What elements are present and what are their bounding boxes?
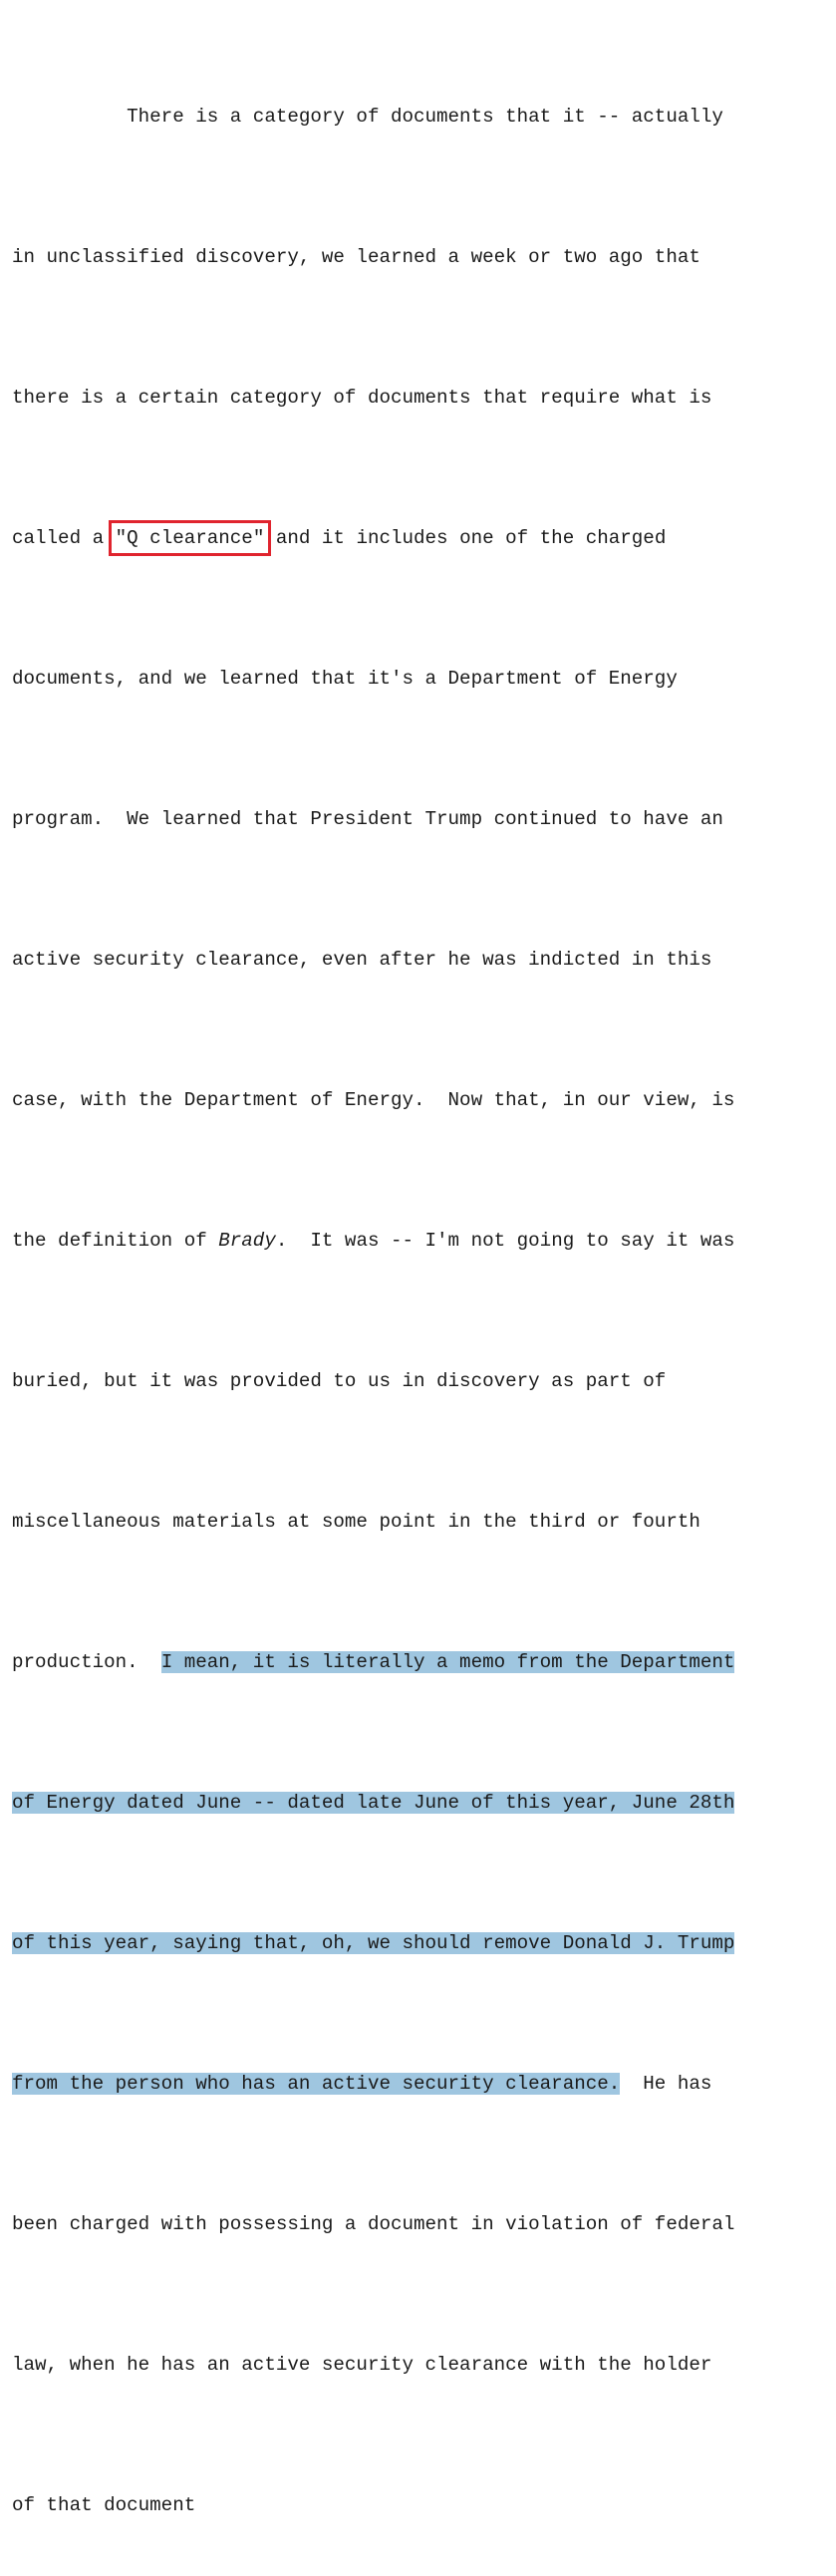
transcript-line <box>12 796 829 843</box>
transcript-line <box>12 1780 829 1827</box>
transcript-line <box>12 1077 829 1124</box>
transcript-line <box>12 656 829 703</box>
transcript-line <box>12 2201 829 2248</box>
transcript-line <box>12 94 829 141</box>
line-text: and it includes one of the charged <box>264 527 667 549</box>
transcript-line <box>12 2061 829 2108</box>
transcript-line <box>12 1920 829 1967</box>
transcript-line <box>12 375 829 422</box>
transcript-line <box>12 2342 829 2389</box>
transcript-line <box>12 2482 829 2529</box>
line-text: in unclassified discovery, we learned a week or two ago that <box>12 246 700 268</box>
transcript-line <box>12 1499 829 1546</box>
line-text: . It was -- I'm not going to say it was <box>275 1230 735 1252</box>
highlighted-text: from the person who has an active security clearance. <box>12 2073 621 2095</box>
line-text: case, with the Department of Energy. Now that, in our view, is <box>12 1089 735 1111</box>
line-text: there is a certain category of documents that require what is <box>12 387 712 409</box>
q-clearance-boxed-text: "Q clearance" <box>115 527 265 549</box>
line-text: program. We learned that President Trump continued to have an <box>12 808 723 830</box>
line-text: called a <box>12 527 116 549</box>
line-text: miscellaneous materials at some point in the third or fourth <box>12 1511 700 1533</box>
highlighted-text: I mean, it is literally a memo from the Department <box>160 1651 735 1673</box>
line-text: buried, but it was provided to us in discovery as part of <box>12 1370 667 1392</box>
line-text: documents, and we learned that it's a Department of Energy <box>12 668 678 690</box>
transcript-line <box>12 234 829 281</box>
line-text: active security clearance, even after he was indicted in this <box>12 949 712 971</box>
line-text: He has <box>620 2073 712 2095</box>
highlighted-text: of Energy dated June -- dated late June of this year, June 28th <box>12 1792 735 1814</box>
transcript-line <box>12 515 829 562</box>
highlighted-text: of this year, saying that, oh, we should remove Donald J. Trump <box>12 1932 735 1954</box>
case-name-italic: Brady <box>218 1230 276 1252</box>
transcript-text <box>12 0 829 2576</box>
line-text: production. <box>12 1651 161 1673</box>
line-text: law, when he has an active security clearance with the holder <box>12 2354 712 2376</box>
transcript-line <box>12 937 829 984</box>
transcript-line <box>12 1639 829 1686</box>
line-text: been charged with possessing a document in violation of federal <box>12 2213 735 2235</box>
line-text: the definition of <box>12 1230 219 1252</box>
transcript-line <box>12 1218 829 1265</box>
line-text: of that document <box>12 2494 196 2516</box>
transcript-line <box>12 1358 829 1405</box>
line-text: There is a category of documents that it -- actually <box>12 106 723 128</box>
